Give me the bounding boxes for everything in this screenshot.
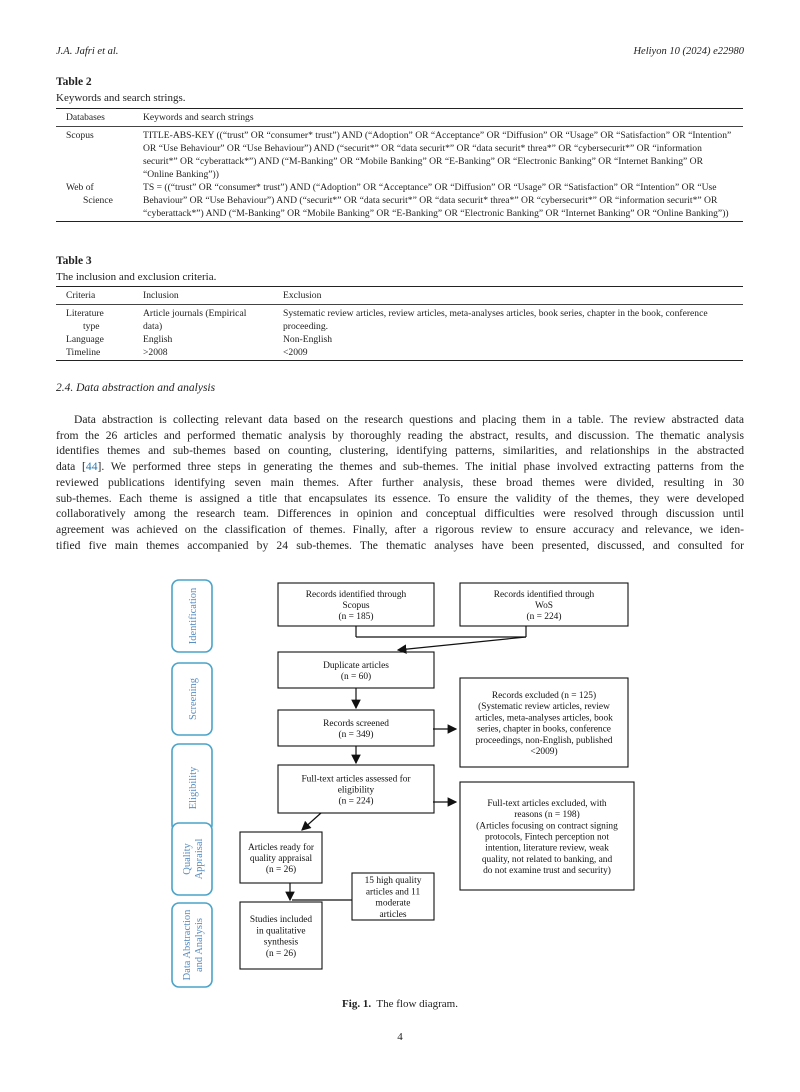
stage-label: QualityAppraisal	[182, 838, 205, 880]
flow-box-text: Duplicate articles (n = 60)	[323, 660, 389, 683]
paragraph-line: sub-themes. Each theme is assigned a title that encapsulates its essence. To ensure the validity of the themes, they were developed	[56, 491, 744, 505]
flow-box-text: Records excluded (n = 125) (Systematic review articles, review articles, meta-analyses articles, book series, chapter in books, conference proceedings, non-English, published <2009)	[475, 691, 613, 757]
stage-label: Data Abstractionand Analysis	[182, 909, 205, 981]
table2-db-wos-line1: Web of	[66, 182, 94, 193]
flow-box-text: Articles ready for quality appraisal (n = 26)	[247, 842, 315, 876]
table3-exclusion-line: proceeding.	[283, 321, 329, 332]
flow-box-fulltext	[278, 765, 434, 813]
page-number: 4	[397, 1031, 403, 1043]
table3-header-exclusion: Exclusion	[283, 290, 322, 301]
citation-link[interactable]: 44	[85, 460, 98, 474]
paragraph-line: collaboratively among the research team. Differences in opinion and conceptual difficulties were resolved through discussion until	[56, 507, 744, 521]
flow-box-text: Records identified through Scopus (n = 185)	[305, 589, 407, 623]
paragraph-text: ].	[97, 460, 111, 474]
flow-box-fulltext-excluded	[460, 782, 634, 890]
table3-exclusion-language: Non-English	[283, 334, 333, 345]
table3-criteria-language: Language	[66, 334, 104, 345]
flow-box-text: Records screened (n = 349)	[323, 718, 389, 741]
paragraph-line: identifies themes and sub-themes based on counting, clustering, identifying patterns, similarities, and relationships in the abstracted	[56, 444, 744, 458]
stage-label: Eligibility	[188, 766, 199, 810]
stage-label: Screening	[188, 678, 199, 720]
flow-box-scopus	[278, 583, 434, 626]
paragraph-line: tified five main themes accompanied by 24 sub-themes. The thematic analyses have been presented, discussed, and consulted for	[56, 538, 744, 552]
table2-scopus-line: TITLE-ABS-KEY ((“trust” OR “consumer* trust”) AND (“Adoption” OR “Acceptance” OR “Diffusion” OR “Usage” OR “Satisfaction” OR “Intention”	[143, 130, 732, 141]
flow-box-text: Studies included in qualitative synthesis (n = 26)	[249, 915, 313, 959]
figure-caption	[0, 998, 800, 1010]
figure-caption-text: The flow diagram.	[376, 998, 458, 1010]
table3-exclusion-timeline: <2009	[283, 347, 308, 358]
flow-box-wos	[460, 583, 628, 626]
table2-wos-line: Behaviour” OR “Use Behaviour”) AND (“securit*” OR “data securit*” OR “data securit* threa*” OR “cybersecurit*” OR “information securit*” OR	[143, 195, 718, 206]
table3-criteria-line: type	[83, 321, 100, 332]
table2-header-keywords: Keywords and search strings	[143, 112, 254, 123]
flow-box-text: Records identified through WoS (n = 224)	[493, 589, 595, 623]
stage-quality-appraisal	[172, 823, 212, 895]
arrow-fulltext-quality	[302, 813, 321, 830]
table2-scopus-line: “Online Banking”))	[143, 169, 219, 180]
table3-inclusion-line: data)	[143, 321, 163, 332]
table3-criteria-timeline: Timeline	[66, 347, 101, 358]
flow-box-screened	[278, 710, 434, 746]
flow-box-duplicate	[278, 652, 434, 688]
paragraph-text: We performed three steps in generating the themes and sub-themes. The initial phase involved extracting patterns from the	[110, 460, 744, 474]
table2-scopus-line: securit*” OR “cyberattack*”) AND (“M-Banking” OR “Mobile Banking” OR “E-Banking” OR “Electronic Banking” OR “Internet Banking” OR	[143, 156, 704, 167]
paragraph-text: data [	[56, 460, 86, 474]
section-heading: 2.4. Data abstraction and analysis	[56, 382, 216, 394]
stage-data-abstraction-and-analysis	[172, 903, 212, 987]
flow-box-included	[240, 902, 322, 969]
table2-wos-line: “cyberattack*”) AND (“M-Banking” OR “Mobile Banking” OR “E-Banking” OR “Electronic Banking” OR “Internet Banking” OR “Online Banking”))	[143, 208, 729, 219]
figure-caption-label: Fig. 1.	[342, 998, 372, 1010]
table3-header-inclusion: Inclusion	[143, 290, 179, 301]
table3-label: Table 3	[56, 255, 92, 267]
table3-criteria-line: Literature	[66, 308, 104, 319]
paragraph-line: Data abstraction is collecting relevant data based on the research questions and placing them in a table. The review abstracted data	[74, 413, 744, 426]
flow-box-text: Full-text articles assessed for eligibility (n = 224)	[301, 774, 411, 807]
stage-identification	[172, 580, 212, 652]
table3-inclusion-language: English	[143, 334, 173, 345]
table2-db-wos-line2: Science	[83, 195, 113, 206]
stage-label: Identification	[188, 587, 199, 645]
table3-inclusion-timeline: >2008	[143, 347, 168, 358]
flow-box-text: 15 high quality articles and 11 moderate articles	[364, 876, 422, 920]
stage-screening	[172, 663, 212, 735]
paragraph-line: reviewed publications identifying seven main themes. After further analysis, these broad themes were divided, resulting in 30	[56, 475, 744, 489]
flow-box-excluded	[460, 678, 628, 767]
running-header-journal: Heliyon 10 (2024) e22980	[633, 46, 744, 57]
table3-exclusion-line: Systematic review articles, review articles, meta-analyses articles, book series, chapter in the book, conference	[283, 308, 708, 319]
paragraph-line: agreement was achieved on the classification of themes. Finally, after a rigorous review to ensure accuracy and relevance, we iden-	[56, 522, 744, 536]
flow-box-quality	[240, 832, 322, 883]
table2-scopus-line: OR “Use Behaviour” OR “Use Behaviour”) AND (“securit*” OR “data securit*” OR “data securit* threa*” OR “cybersecurit*” OR “information	[143, 143, 702, 154]
paragraph-line: from the 26 articles and performed thematic analysis by thoroughly reading the abstract, results, and discussion. The thematic analysis	[56, 428, 744, 442]
table2-db-scopus: Scopus	[66, 130, 94, 141]
table3-inclusion-line: Article journals (Empirical	[143, 308, 247, 319]
flow-box-hq	[352, 873, 434, 920]
table3-caption: The inclusion and exclusion criteria.	[56, 271, 217, 283]
table2-label: Table 2	[56, 76, 92, 88]
table3-header-criteria: Criteria	[66, 290, 96, 301]
running-header-authors: J.A. Jafri et al.	[56, 46, 119, 57]
table2-header-databases: Databases	[66, 112, 105, 123]
stage-eligibility	[172, 744, 212, 832]
arrow-to-duplicate	[398, 637, 526, 650]
table2-wos-line: TS = ((“trust” OR “consumer* trust”) AND (“Adoption” OR “Acceptance” OR “Diffusion” OR “Usage” OR “Satisfaction” OR “Intention” OR “Use	[143, 182, 717, 193]
table2-caption: Keywords and search strings.	[56, 92, 186, 104]
flow-box-text: Full-text articles excluded, with reasons (n = 198) (Articles focusing on contract signing protocols, Fintech perception not intention, literature review, weak quality, not related to banking, and do not examine trust and security)	[476, 798, 618, 877]
